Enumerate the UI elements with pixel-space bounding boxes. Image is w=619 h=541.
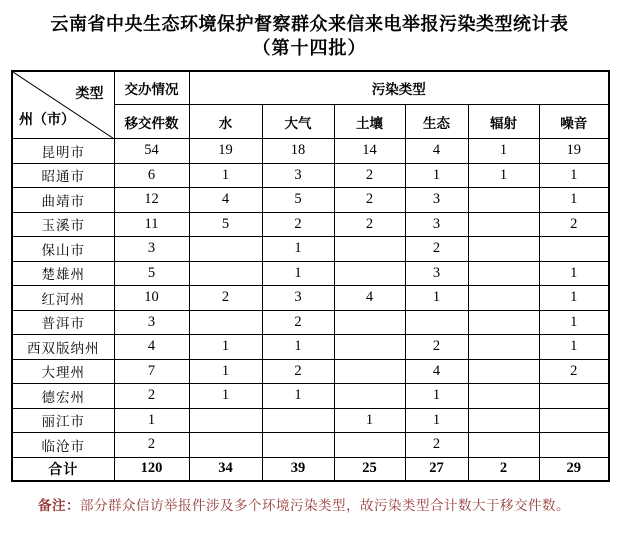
row-value [468, 384, 539, 409]
row-value: 1 [334, 408, 405, 433]
corner-label-city: 州（市） [19, 111, 75, 128]
row-value: 12 [114, 188, 189, 213]
header-noise: 噪音 [539, 105, 609, 139]
row-city-name: 保山市 [12, 237, 114, 262]
row-value: 2 [114, 433, 189, 458]
row-value [334, 384, 405, 409]
row-value: 4 [405, 139, 468, 164]
row-value [334, 237, 405, 262]
footnote [11, 494, 608, 518]
pollution-stats-table [11, 70, 610, 483]
header-handling: 交办情况 [114, 71, 189, 105]
row-value [468, 286, 539, 311]
row-value: 2 [262, 359, 334, 384]
row-value [189, 408, 262, 433]
header-ecology: 生态 [405, 105, 468, 139]
corner-label-type: 类型 [75, 84, 104, 101]
row-value: 2 [262, 212, 334, 237]
row-value: 3 [262, 163, 334, 188]
row-value: 1 [189, 163, 262, 188]
footnote-label: 备注： [38, 498, 80, 514]
row-value: 5 [114, 261, 189, 286]
row-city-name: 大理州 [12, 359, 114, 384]
row-value: 2 [262, 310, 334, 335]
row-value [468, 359, 539, 384]
row-value [189, 237, 262, 262]
table-row [12, 359, 609, 384]
table-row [12, 408, 609, 433]
row-value [468, 335, 539, 360]
row-value: 6 [114, 163, 189, 188]
table-row [12, 310, 609, 335]
header-pollution-type: 污染类型 [189, 71, 609, 105]
row-value [539, 384, 609, 409]
table-row [12, 384, 609, 409]
row-value: 1 [114, 408, 189, 433]
row-value: 4 [114, 335, 189, 360]
row-value: 3 [262, 286, 334, 311]
row-value: 1 [468, 163, 539, 188]
total-value: 120 [114, 457, 189, 481]
row-city-name: 丽江市 [12, 408, 114, 433]
row-value: 4 [189, 188, 262, 213]
total-value: 27 [405, 457, 468, 481]
table-row [12, 139, 609, 164]
table-row [12, 433, 609, 458]
row-value: 2 [405, 433, 468, 458]
row-value: 1 [405, 163, 468, 188]
total-row [12, 457, 609, 481]
row-value: 11 [114, 212, 189, 237]
title-block [11, 12, 608, 61]
row-value: 1 [262, 237, 334, 262]
row-value [468, 433, 539, 458]
row-value: 1 [405, 286, 468, 311]
row-value [468, 212, 539, 237]
row-value [468, 237, 539, 262]
row-value: 2 [334, 212, 405, 237]
row-value: 3 [114, 237, 189, 262]
row-value [334, 433, 405, 458]
row-value [334, 310, 405, 335]
corner-header-cell [12, 71, 114, 139]
row-value: 2 [189, 286, 262, 311]
row-value: 3 [405, 188, 468, 213]
table-row [12, 335, 609, 360]
row-value: 4 [334, 286, 405, 311]
row-city-name: 楚雄州 [12, 261, 114, 286]
row-value: 18 [262, 139, 334, 164]
row-value: 2 [334, 163, 405, 188]
table-row [12, 237, 609, 262]
header-row-1 [12, 71, 609, 105]
row-value: 54 [114, 139, 189, 164]
row-value: 2 [539, 212, 609, 237]
row-value [262, 408, 334, 433]
row-city-name: 临沧市 [12, 433, 114, 458]
row-value: 1 [539, 335, 609, 360]
row-value [468, 408, 539, 433]
total-value: 34 [189, 457, 262, 481]
row-value: 10 [114, 286, 189, 311]
row-city-name: 玉溪市 [12, 212, 114, 237]
table-row [12, 163, 609, 188]
row-value: 2 [405, 237, 468, 262]
row-value: 1 [405, 384, 468, 409]
row-value: 5 [189, 212, 262, 237]
header-radiation: 辐射 [468, 105, 539, 139]
row-city-name: 昭通市 [12, 163, 114, 188]
row-value: 1 [189, 359, 262, 384]
total-value: 2 [468, 457, 539, 481]
row-value: 1 [262, 384, 334, 409]
row-value: 1 [539, 163, 609, 188]
table-row [12, 286, 609, 311]
row-value [468, 261, 539, 286]
row-value: 7 [114, 359, 189, 384]
row-value [262, 433, 334, 458]
row-value: 1 [539, 286, 609, 311]
row-value: 14 [334, 139, 405, 164]
header-water: 水 [189, 105, 262, 139]
row-city-name: 西双版纳州 [12, 335, 114, 360]
row-value [539, 408, 609, 433]
table-body [12, 139, 609, 482]
row-value: 1 [468, 139, 539, 164]
row-value: 5 [262, 188, 334, 213]
row-value: 1 [189, 384, 262, 409]
row-value: 1 [262, 261, 334, 286]
total-value: 29 [539, 457, 609, 481]
footnote-text: 部分群众信访举报件涉及多个环境污染类型，故污染类型合计数大于移交件数。 [80, 498, 570, 514]
row-value: 3 [405, 212, 468, 237]
table-row [12, 188, 609, 213]
row-value: 2 [539, 359, 609, 384]
row-value [405, 310, 468, 335]
row-value [468, 310, 539, 335]
page-title: 云南省中央生态环境保护督察群众来信来电举报污染类型统计表 [50, 14, 569, 34]
table-row [12, 261, 609, 286]
row-value: 2 [405, 335, 468, 360]
row-value: 19 [539, 139, 609, 164]
row-value [189, 310, 262, 335]
row-value: 1 [539, 188, 609, 213]
row-value: 3 [114, 310, 189, 335]
row-value: 1 [539, 261, 609, 286]
header-transferred: 移交件数 [114, 105, 189, 139]
row-value: 1 [262, 335, 334, 360]
row-city-name: 红河州 [12, 286, 114, 311]
header-soil: 土壤 [334, 105, 405, 139]
row-city-name: 曲靖市 [12, 188, 114, 213]
row-value [334, 335, 405, 360]
row-value: 4 [405, 359, 468, 384]
row-value [468, 188, 539, 213]
row-value [189, 433, 262, 458]
table-row [12, 212, 609, 237]
total-label: 合计 [12, 457, 114, 481]
header-air: 大气 [262, 105, 334, 139]
row-value [334, 359, 405, 384]
row-city-name: 德宏州 [12, 384, 114, 409]
total-value: 39 [262, 457, 334, 481]
row-value: 1 [405, 408, 468, 433]
row-value [539, 237, 609, 262]
page-subtitle: （第十四批） [252, 38, 367, 59]
row-value: 19 [189, 139, 262, 164]
row-value: 1 [539, 310, 609, 335]
row-city-name: 普洱市 [12, 310, 114, 335]
total-value: 25 [334, 457, 405, 481]
row-value: 2 [334, 188, 405, 213]
row-value [539, 433, 609, 458]
row-city-name: 昆明市 [12, 139, 114, 164]
row-value [189, 261, 262, 286]
row-value: 1 [189, 335, 262, 360]
row-value: 3 [405, 261, 468, 286]
row-value: 2 [114, 384, 189, 409]
row-value [334, 261, 405, 286]
